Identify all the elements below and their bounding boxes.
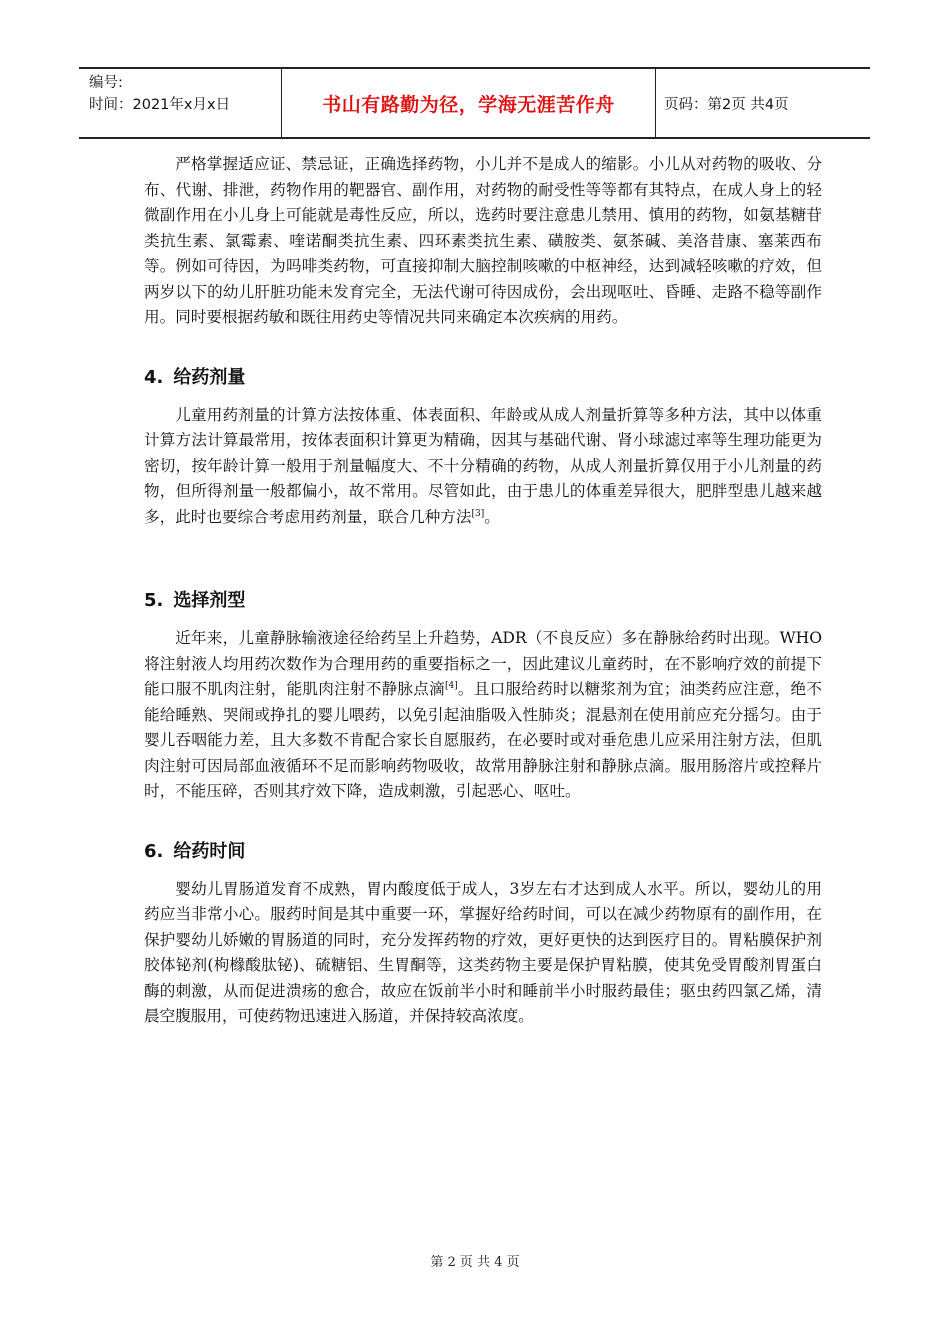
section-number: 5. (144, 590, 164, 611)
section-title: 给药时间 (173, 840, 246, 862)
section-heading-dosage (144, 365, 822, 391)
page-footer: 第 2 页 共 4 页 (430, 1255, 520, 1270)
section-number: 4. (144, 366, 164, 388)
citation-ref: [4] (444, 680, 458, 691)
section-paragraph-dosage (144, 403, 822, 531)
paragraph-text: 近年来，儿童静脉输液途径给药呈上升趋势，ADR（不良反应）多在静脉给药时出现。WHO将注射液人均用药次数作为合理用药的重要指标之一，因此建议儿童药时，在不影响疗效的前提下能口服不肌肉注射，能肌肉注射不静脉点滴 (144, 629, 822, 698)
section-title: 给药剂量 (173, 366, 246, 388)
section-paragraph-dosage-form (144, 626, 822, 805)
section-number: 6. (144, 840, 164, 862)
header-page-info: 页码：第2页 共4页 (664, 96, 789, 113)
header-motto: 书山有路勤为径，学海无涯苦作舟 (282, 69, 656, 137)
document-body (144, 152, 822, 1030)
citation-ref: [3] (471, 508, 485, 519)
header-meta (79, 69, 282, 137)
document-number-label: 编号: (89, 75, 123, 91)
paragraph-tail: 。且口服给药时以糖浆剂为宜；油类药应注意，绝不能给睡熟、哭闹或挣扎的婴儿喂药，以免引起油脂吸入性肺炎；混悬剂在使用前应充分摇匀。由于婴儿吞咽能力差，且大多数不肯配合家长自愿服药，在必要时或对垂危患儿应采用注射方法，但肌肉注射可因局部血液循环不足而影响药物吸收，故常用静脉注射和静脉点滴。服用肠溶片或控释片时，不能压碎，否则其疗效下降，造成刺激，引起恶心、呕吐。 (144, 680, 822, 800)
paragraph-text: 儿童用药剂量的计算方法按体重、体表面积、年龄或从成人剂量折算等多种方法，其中以体重计算方法计算最常用，按体表面积计算更为精确，因其与基础代谢、肾小球滤过率等生理功能更为密切，按年龄计算一般用于剂量幅度大、不十分精确的药物，从成人剂量折算仅用于小儿剂量的药物，但所得剂量一般都偏小，故不常用。尽管如此，由于患儿的体重差异很大，肥胖型患儿越来越多，此时也要综合考虑用药剂量，联合几种方法 (144, 405, 822, 526)
section-paragraph-timing (144, 877, 822, 1030)
intro-paragraph: 严格掌握适应证、禁忌证，正确选择药物，小儿并不是成人的缩影。小儿从对药物的吸收、分布、代谢、排泄，药物作用的靶器官、副作用，对药物的耐受性等等都有其特点，在成人身上的轻微副作用在小儿身上可能就是毒性反应，所以，选药时要注意患儿禁用、慎用的药物，如氨基糖苷类抗生素、氯霉素、喹诺酮类抗生素、四环素类抗生素、磺胺类、氨茶碱、美洛昔康、塞莱西布等。例如可待因，为吗啡类药物，可直接抑制大脑控制咳嗽的中枢神经，达到减轻咳嗽的疗效，但两岁以下的幼儿肝脏功能未发育完全，无法代谢可待因成份，会出现呕吐、昏睡、走路不稳等副作用。同时要根据药敏和既往用药史等情况共同来确定本次疾病的用药。 (144, 155, 822, 326)
section-title: 选择剂型 (173, 590, 246, 611)
paragraph-text: 婴幼儿胃肠道发育不成熟，胃内酸度低于成人，3岁左右才达到成人水平。所以，婴幼儿的用药应当非常小心。服药时间是其中重要一环，掌握好给药时间，可以在减少药物原有的副作用，在保护婴幼儿娇嫩的胃肠道的同时，充分发挥药物的疗效，更好更快的达到医疗目的。胃粘膜保护剂胶体铋剂(枸橼酸肽铋)、硫糖铝、生胃酮等，这类药物主要是保护胃粘膜，使其免受胃酸剂胃蛋白酶的刺激，从而促进溃疡的愈合，故应在饭前半小时和睡前半小时服药最佳；驱虫药四氯乙烯，清晨空腹服用，可使药物迅速进入肠道，并保持较高浓度。 (144, 879, 822, 1025)
section-heading-dosage-form (144, 588, 822, 614)
page-header (79, 67, 870, 139)
section-heading-timing (144, 839, 822, 865)
document-date: 时间：2021年x月x日 (89, 97, 231, 113)
paragraph-tail: 。 (484, 507, 500, 526)
